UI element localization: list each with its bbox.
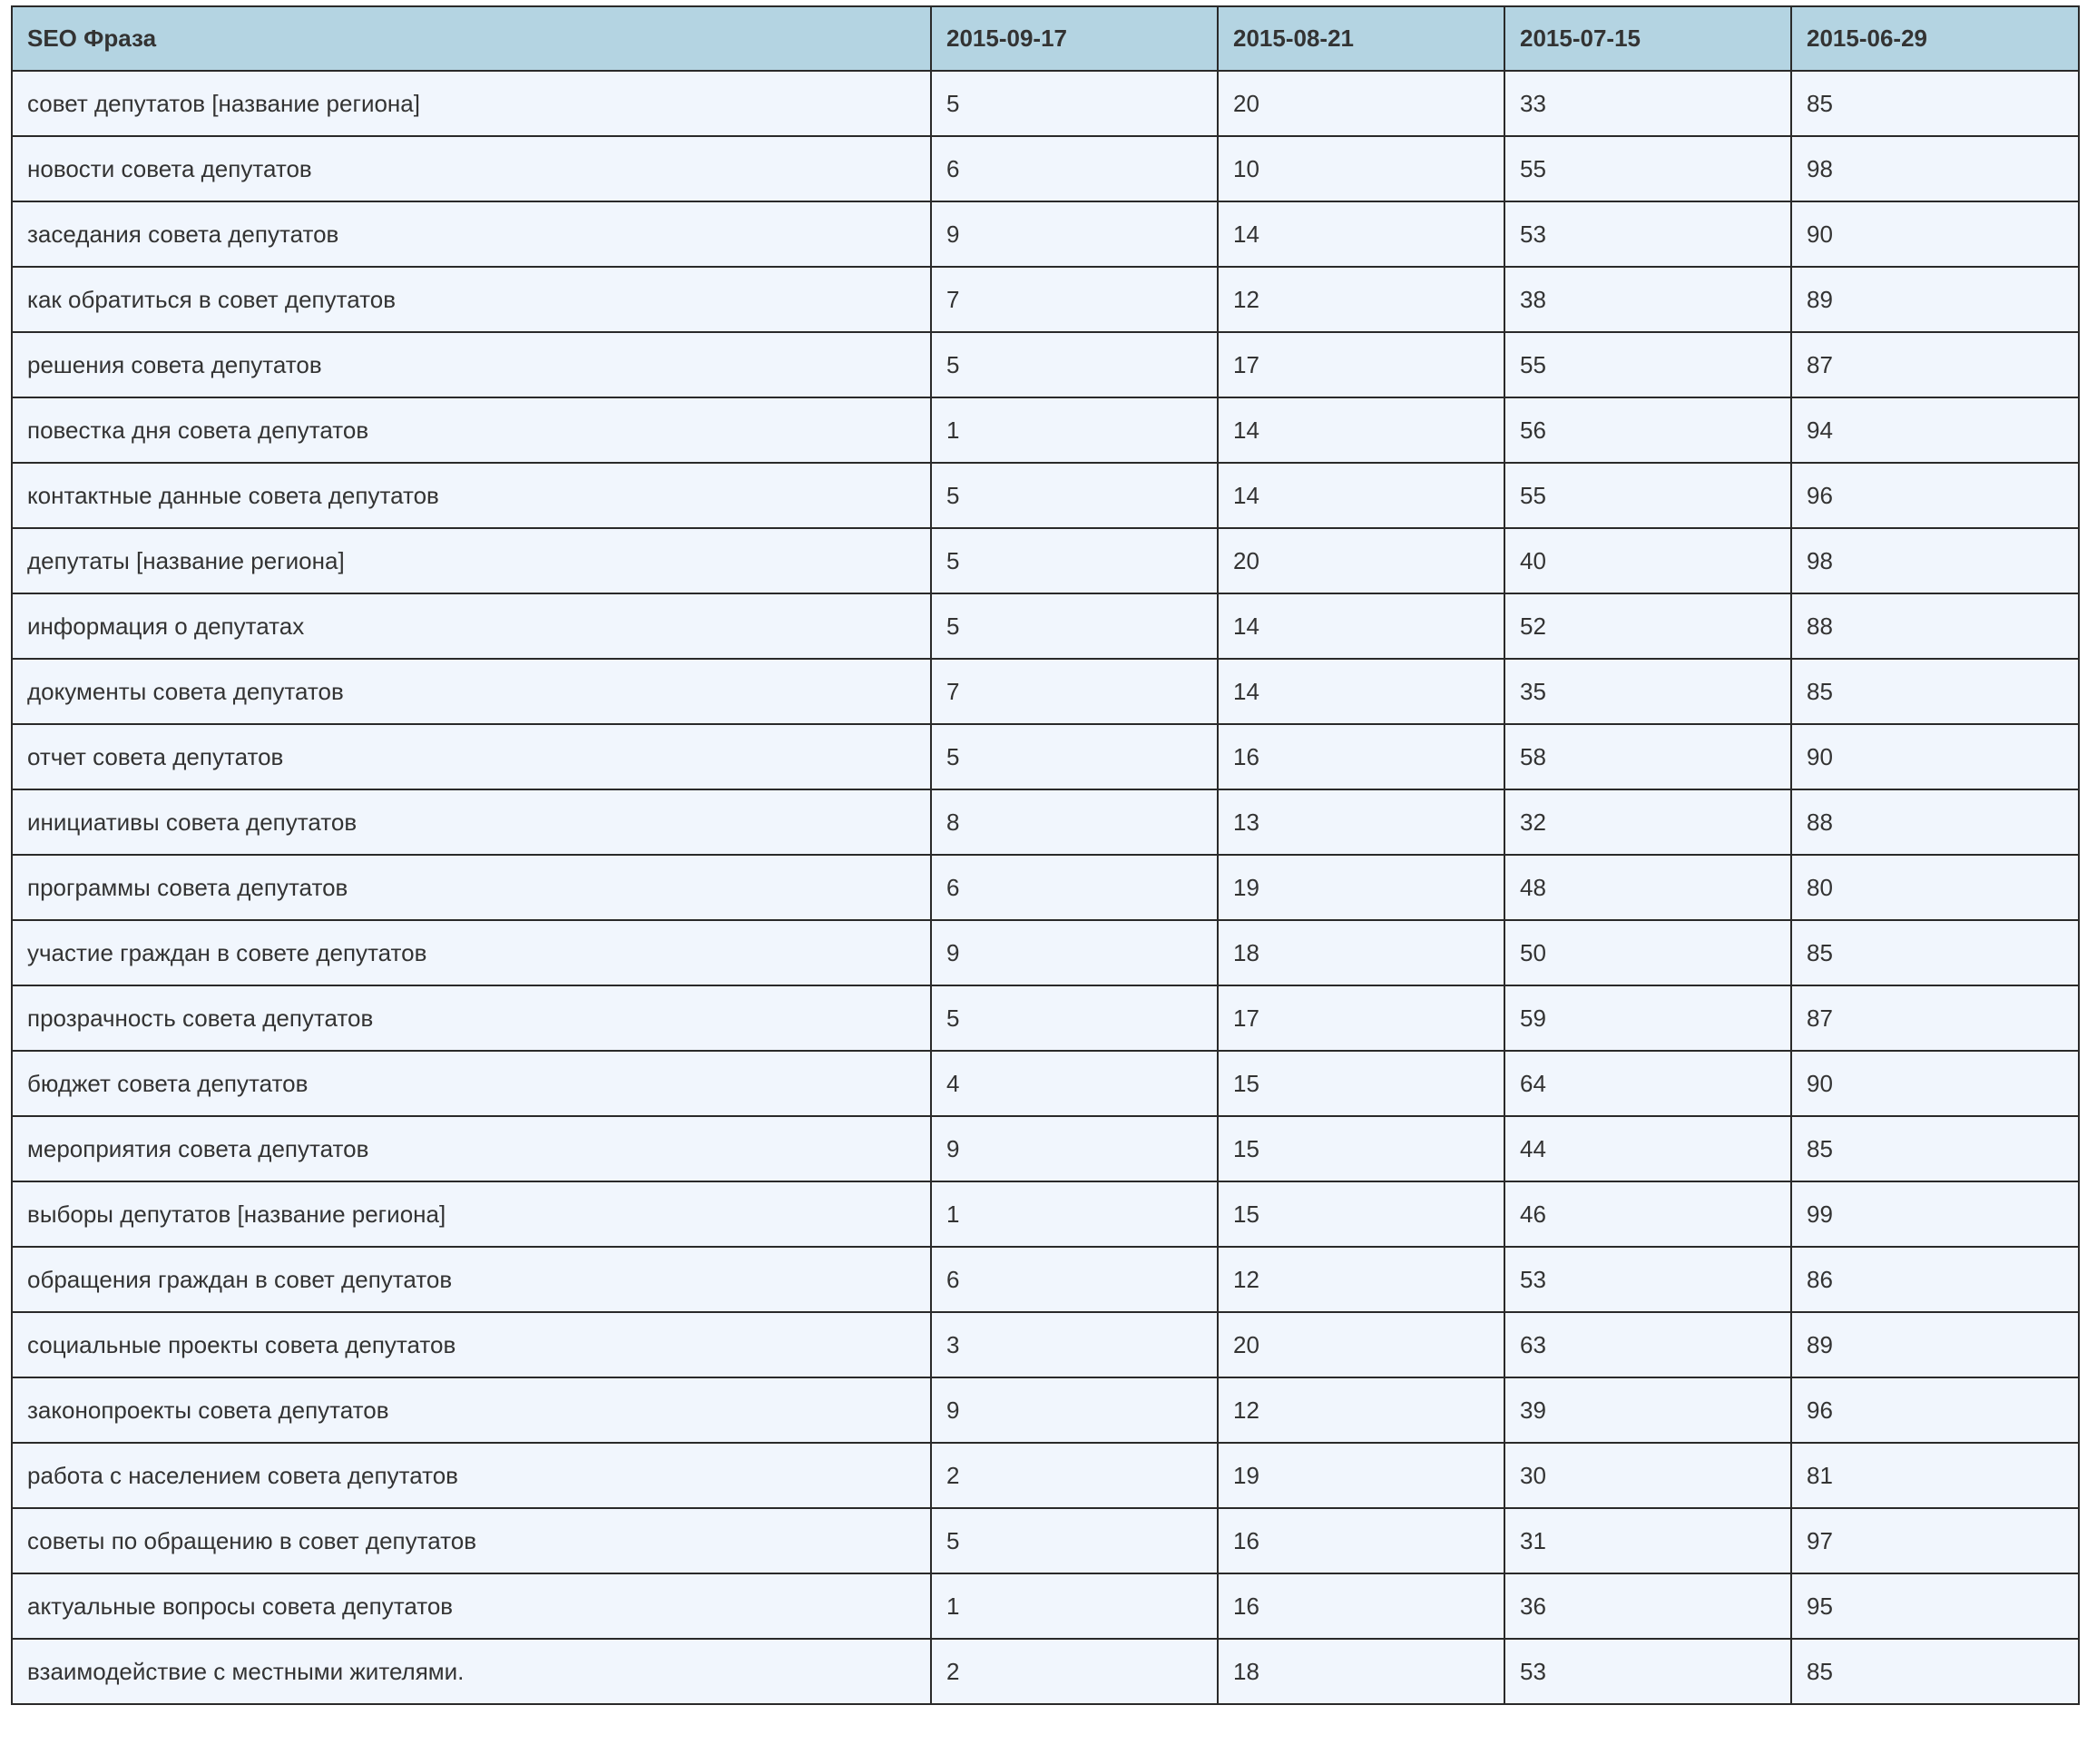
phrase-cell: участие граждан в совете депутатов [12,920,931,985]
rank-cell-date-2: 19 [1218,855,1504,920]
phrase-cell: повестка дня совета депутатов [12,397,931,463]
rank-cell-date-3: 58 [1504,724,1791,789]
table-row [12,1573,2079,1639]
rank-cell-date-2: 20 [1218,1312,1504,1377]
rank-cell-date-3: 50 [1504,920,1791,985]
rank-cell-date-2: 18 [1218,1639,1504,1704]
rank-cell-date-1: 7 [931,659,1218,724]
rank-cell-date-3: 53 [1504,1247,1791,1312]
table-row [12,397,2079,463]
rank-cell-date-2: 12 [1218,1247,1504,1312]
column-header-date-1: 2015-09-17 [931,6,1218,71]
table-row [12,201,2079,267]
rank-cell-date-4: 96 [1791,1377,2079,1443]
rank-cell-date-2: 15 [1218,1116,1504,1181]
table-row [12,920,2079,985]
rank-cell-date-4: 89 [1791,267,2079,332]
table-row [12,136,2079,201]
rank-cell-date-3: 64 [1504,1051,1791,1116]
phrase-cell: инициативы совета депутатов [12,789,931,855]
rank-cell-date-1: 9 [931,920,1218,985]
table-row [12,593,2079,659]
rank-cell-date-4: 87 [1791,332,2079,397]
rank-cell-date-1: 6 [931,855,1218,920]
table-body [12,71,2079,1704]
phrase-cell: как обратиться в совет депутатов [12,267,931,332]
table-row [12,528,2079,593]
table-row [12,1443,2079,1508]
rank-cell-date-1: 1 [931,1181,1218,1247]
table-row [12,71,2079,136]
table-header [12,6,2079,71]
rank-cell-date-4: 90 [1791,201,2079,267]
rank-cell-date-2: 14 [1218,201,1504,267]
rank-cell-date-3: 44 [1504,1116,1791,1181]
column-header-date-3: 2015-07-15 [1504,6,1791,71]
phrase-cell: работа с населением совета депутатов [12,1443,931,1508]
rank-cell-date-1: 5 [931,1508,1218,1573]
table-row [12,463,2079,528]
rank-cell-date-1: 7 [931,267,1218,332]
rank-cell-date-1: 1 [931,1573,1218,1639]
rank-cell-date-2: 20 [1218,71,1504,136]
rank-cell-date-2: 20 [1218,528,1504,593]
phrase-cell: контактные данные совета депутатов [12,463,931,528]
rank-cell-date-4: 96 [1791,463,2079,528]
rank-cell-date-3: 36 [1504,1573,1791,1639]
phrase-cell: законопроекты совета депутатов [12,1377,931,1443]
table-row [12,855,2079,920]
rank-cell-date-2: 15 [1218,1181,1504,1247]
rank-cell-date-4: 85 [1791,71,2079,136]
rank-cell-date-1: 9 [931,1377,1218,1443]
rank-cell-date-4: 95 [1791,1573,2079,1639]
rank-cell-date-3: 48 [1504,855,1791,920]
column-header-date-4: 2015-06-29 [1791,6,2079,71]
rank-cell-date-1: 5 [931,332,1218,397]
rank-cell-date-2: 18 [1218,920,1504,985]
rank-cell-date-2: 17 [1218,332,1504,397]
rank-cell-date-4: 89 [1791,1312,2079,1377]
header-row [12,6,2079,71]
rank-cell-date-2: 13 [1218,789,1504,855]
rank-cell-date-1: 9 [931,1116,1218,1181]
rank-cell-date-1: 5 [931,724,1218,789]
phrase-cell: актуальные вопросы совета депутатов [12,1573,931,1639]
rank-cell-date-3: 39 [1504,1377,1791,1443]
rank-cell-date-3: 32 [1504,789,1791,855]
table-row [12,1116,2079,1181]
phrase-cell: депутаты [название региона] [12,528,931,593]
phrase-cell: мероприятия совета депутатов [12,1116,931,1181]
rank-cell-date-3: 59 [1504,985,1791,1051]
table-row [12,1181,2079,1247]
column-header-date-2: 2015-08-21 [1218,6,1504,71]
phrase-cell: совет депутатов [название региона] [12,71,931,136]
rank-cell-date-2: 14 [1218,593,1504,659]
rank-cell-date-1: 5 [931,593,1218,659]
phrase-cell: заседания совета депутатов [12,201,931,267]
rank-cell-date-4: 87 [1791,985,2079,1051]
rank-cell-date-1: 8 [931,789,1218,855]
rank-cell-date-4: 98 [1791,136,2079,201]
rank-cell-date-2: 14 [1218,397,1504,463]
rank-cell-date-1: 6 [931,136,1218,201]
rank-cell-date-1: 2 [931,1443,1218,1508]
rank-cell-date-4: 86 [1791,1247,2079,1312]
rank-cell-date-4: 94 [1791,397,2079,463]
rank-cell-date-4: 85 [1791,1639,2079,1704]
phrase-cell: отчет совета депутатов [12,724,931,789]
rank-cell-date-1: 9 [931,201,1218,267]
rank-cell-date-2: 15 [1218,1051,1504,1116]
rank-cell-date-4: 88 [1791,593,2079,659]
rank-cell-date-4: 85 [1791,659,2079,724]
phrase-cell: информация о депутатах [12,593,931,659]
rank-cell-date-3: 53 [1504,1639,1791,1704]
phrase-cell: взаимодействие с местными жителями. [12,1639,931,1704]
table-row [12,332,2079,397]
phrase-cell: социальные проекты совета депутатов [12,1312,931,1377]
phrase-cell: решения совета депутатов [12,332,931,397]
table-row [12,1247,2079,1312]
rank-cell-date-2: 12 [1218,1377,1504,1443]
table-row [12,724,2079,789]
table-row [12,789,2079,855]
rank-cell-date-1: 5 [931,463,1218,528]
rank-cell-date-3: 46 [1504,1181,1791,1247]
rank-cell-date-1: 1 [931,397,1218,463]
rank-cell-date-3: 31 [1504,1508,1791,1573]
rank-cell-date-3: 56 [1504,397,1791,463]
phrase-cell: программы совета депутатов [12,855,931,920]
rank-cell-date-2: 16 [1218,1573,1504,1639]
rank-cell-date-2: 17 [1218,985,1504,1051]
table-row [12,1508,2079,1573]
rank-cell-date-4: 81 [1791,1443,2079,1508]
phrase-cell: новости совета депутатов [12,136,931,201]
table-row [12,1377,2079,1443]
seo-table-container [11,5,2078,1705]
rank-cell-date-3: 55 [1504,332,1791,397]
rank-cell-date-3: 52 [1504,593,1791,659]
rank-cell-date-1: 4 [931,1051,1218,1116]
rank-cell-date-2: 14 [1218,463,1504,528]
table-row [12,985,2079,1051]
phrase-cell: обращения граждан в совет депутатов [12,1247,931,1312]
rank-cell-date-2: 12 [1218,267,1504,332]
rank-cell-date-1: 5 [931,528,1218,593]
rank-cell-date-1: 6 [931,1247,1218,1312]
rank-cell-date-1: 5 [931,985,1218,1051]
rank-cell-date-4: 85 [1791,920,2079,985]
rank-cell-date-4: 85 [1791,1116,2079,1181]
table-row [12,1312,2079,1377]
rank-cell-date-2: 14 [1218,659,1504,724]
rank-cell-date-3: 53 [1504,201,1791,267]
phrase-cell: выборы депутатов [название региона] [12,1181,931,1247]
rank-cell-date-1: 3 [931,1312,1218,1377]
rank-cell-date-4: 90 [1791,1051,2079,1116]
phrase-cell: бюджет совета депутатов [12,1051,931,1116]
rank-cell-date-3: 35 [1504,659,1791,724]
rank-cell-date-4: 80 [1791,855,2079,920]
rank-cell-date-4: 98 [1791,528,2079,593]
rank-cell-date-3: 40 [1504,528,1791,593]
table-row [12,659,2079,724]
rank-cell-date-4: 99 [1791,1181,2079,1247]
rank-cell-date-4: 88 [1791,789,2079,855]
rank-cell-date-3: 55 [1504,136,1791,201]
phrase-cell: документы совета депутатов [12,659,931,724]
rank-cell-date-3: 33 [1504,71,1791,136]
table-row [12,1639,2079,1704]
table-row [12,1051,2079,1116]
rank-cell-date-4: 97 [1791,1508,2079,1573]
seo-phrase-table [11,5,2080,1705]
rank-cell-date-2: 16 [1218,724,1504,789]
column-header-phrase: SEO Фраза [12,6,931,71]
rank-cell-date-3: 55 [1504,463,1791,528]
rank-cell-date-3: 63 [1504,1312,1791,1377]
rank-cell-date-4: 90 [1791,724,2079,789]
rank-cell-date-3: 38 [1504,267,1791,332]
rank-cell-date-1: 2 [931,1639,1218,1704]
rank-cell-date-2: 10 [1218,136,1504,201]
rank-cell-date-2: 16 [1218,1508,1504,1573]
phrase-cell: прозрачность совета депутатов [12,985,931,1051]
rank-cell-date-1: 5 [931,71,1218,136]
rank-cell-date-2: 19 [1218,1443,1504,1508]
table-row [12,267,2079,332]
rank-cell-date-3: 30 [1504,1443,1791,1508]
phrase-cell: советы по обращению в совет депутатов [12,1508,931,1573]
